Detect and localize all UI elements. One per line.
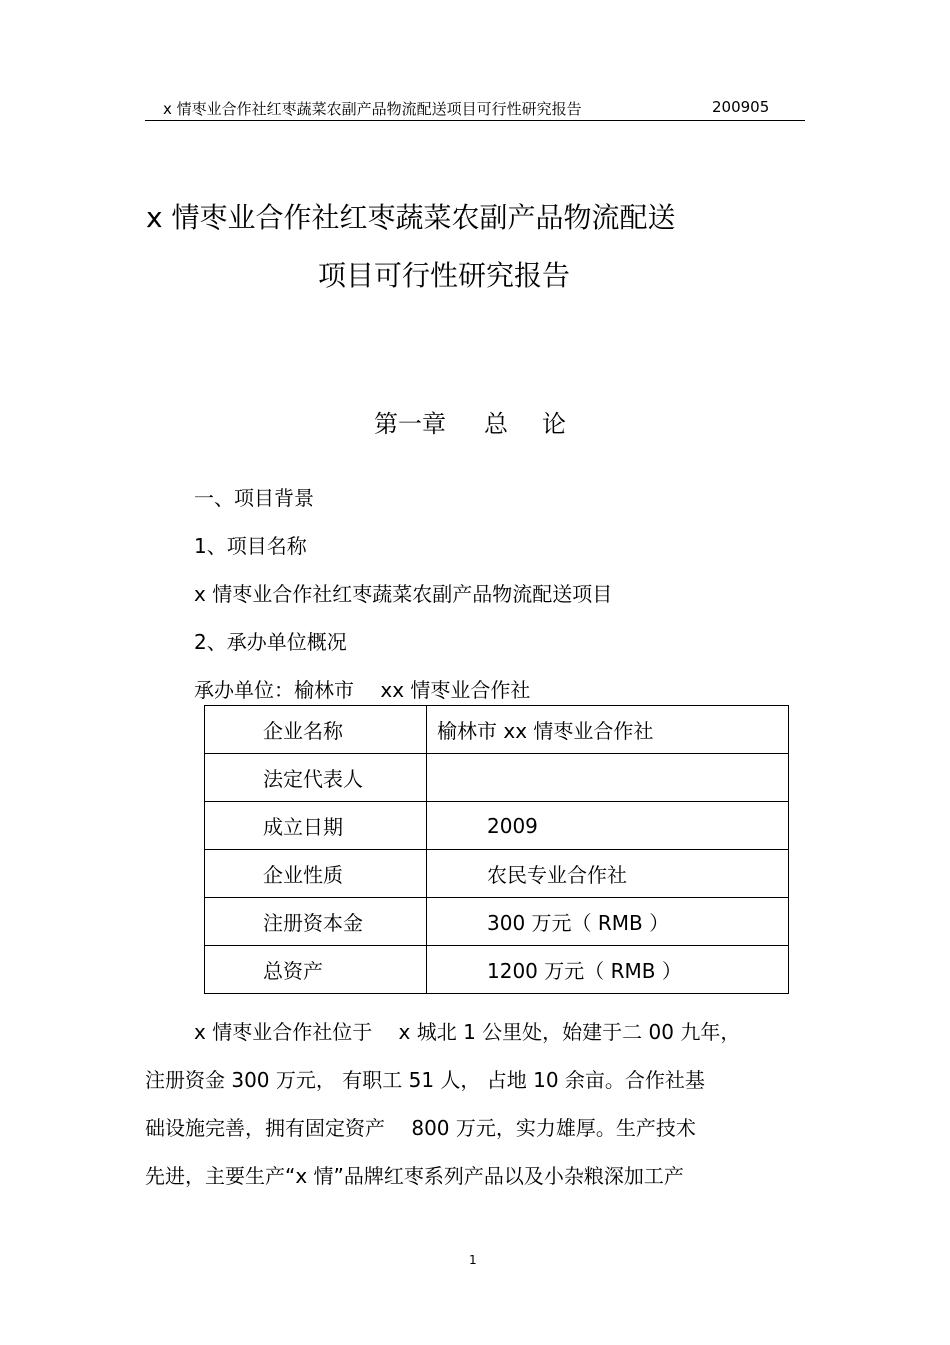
table-value: 1200 万元（ RMB ） bbox=[427, 946, 789, 994]
company-info-table bbox=[204, 705, 789, 994]
table-row bbox=[205, 898, 789, 946]
table-key: 企业性质 bbox=[205, 850, 427, 898]
table-value: 300 万元（ RMB ） bbox=[427, 898, 789, 946]
table-row bbox=[205, 850, 789, 898]
paragraph-line-4: 先进，主要生产“x 情”品牌红枣系列产品以及小杂粮深加工产 bbox=[145, 1164, 684, 1188]
host-unit-label: 承办单位：榆林市 xx 情枣业合作社 bbox=[194, 678, 531, 702]
table-key: 总资产 bbox=[205, 946, 427, 994]
table-key: 成立日期 bbox=[205, 802, 427, 850]
document-title-line-2: 项目可行性研究报告 bbox=[318, 259, 571, 292]
section-project-name-heading: 1、项目名称 bbox=[194, 534, 307, 558]
page-header bbox=[145, 96, 805, 121]
section-host-unit-heading: 2、承办单位概况 bbox=[194, 630, 347, 654]
paragraph-line-1: x 情枣业合作社位于 x 城北 1 公里处，始建于二 00 九年， bbox=[194, 1020, 741, 1044]
document-title-line-1: x 情枣业合作社红枣蔬菜农副产品物流配送 bbox=[146, 201, 676, 234]
table-value: 2009 bbox=[427, 802, 789, 850]
table-row bbox=[205, 802, 789, 850]
table-value: 榆林市 xx 情枣业合作社 bbox=[427, 706, 789, 754]
table-key: 注册资本金 bbox=[205, 898, 427, 946]
header-title: x 情枣业合作社红枣蔬菜农副产品物流配送项目可行性研究报告 bbox=[163, 100, 582, 118]
section-project-background: 一、项目背景 bbox=[194, 486, 314, 510]
header-date: 200905 bbox=[712, 98, 770, 116]
table-key: 企业名称 bbox=[205, 706, 427, 754]
table-row bbox=[205, 754, 789, 802]
table-row bbox=[205, 706, 789, 754]
page-number: 1 bbox=[469, 1253, 477, 1267]
project-name: x 情枣业合作社红枣蔬菜农副产品物流配送项目 bbox=[194, 582, 613, 606]
paragraph-line-3: 础设施完善，拥有固定资产 800 万元，实力雄厚。生产技术 bbox=[145, 1116, 696, 1140]
table-value: 农民专业合作社 bbox=[427, 850, 789, 898]
table-row bbox=[205, 946, 789, 994]
table-key: 法定代表人 bbox=[205, 754, 427, 802]
chapter-heading bbox=[374, 404, 566, 439]
chapter-label: 第一章 bbox=[374, 410, 446, 438]
chapter-name-1: 总 bbox=[484, 410, 508, 438]
paragraph-line-2: 注册资金 300 万元， 有职工 51 人， 占地 10 余亩。合作社基 bbox=[145, 1068, 705, 1092]
chapter-name-2: 论 bbox=[542, 410, 566, 438]
table-value bbox=[427, 754, 789, 802]
